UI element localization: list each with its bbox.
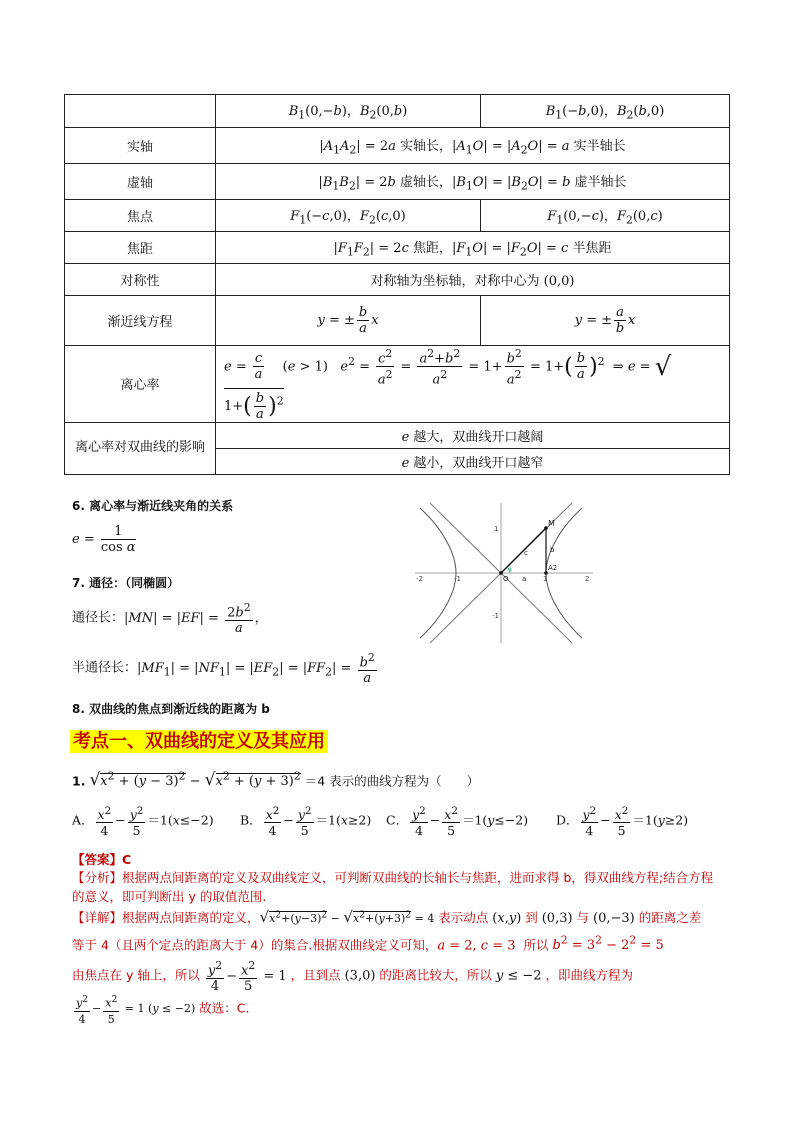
label-m: M <box>548 519 555 528</box>
table-cell: $B_1(-b,0)$，$B_2(b,0)$ <box>481 95 730 128</box>
tick-label: 1 <box>543 575 548 583</box>
table-row-label: 虚轴 <box>65 164 216 200</box>
table-row <box>65 296 730 346</box>
hyperbola-figure <box>410 500 595 645</box>
table-cell: $|A_1A_2| = 2a$ 实轴长，$|A_1O| = |A_2O| = a$ 实半轴长 <box>216 128 730 164</box>
label-b: b <box>550 546 555 554</box>
label-a2: A2 <box>548 564 558 572</box>
table-row-label: 对称性 <box>65 264 216 296</box>
detail-line-2: 等于 4（且两个定点的距离大于 4）的集合.根据双曲线定义可知，a = 2, c = 3 所以 $b^2 = 3^2 - 2^2 = 5$ <box>72 934 664 954</box>
option-b[interactable]: B． $\frac{x^2}{4}$ − $\frac{y^2}{5}$ ＝1(x≥2) <box>240 805 372 839</box>
tick-label: 1 <box>494 525 499 533</box>
detail-line-3: 由焦点在 y 轴上，所以 $\frac{y^2}{4}$ − $\frac{x^2}{5}$ = 1 ，且到点 (3,0) 的距离比较大，所以 y ≤ −2 ，即曲线方程为 <box>72 959 634 995</box>
section-6-formula: e = $\frac{1}{\text{cos α}}$ <box>72 524 136 555</box>
table-cell: $|B_1B_2| = 2b$ 虚轴长，$|B_1O| = |B_2O| = b$ 虚半轴长 <box>216 164 730 200</box>
label-a: a <box>522 575 527 583</box>
section-8-title: 8. 双曲线的焦点到渐近线的距离为 b <box>72 702 270 716</box>
table-row-label: 离心率 <box>65 346 216 423</box>
table-cell: 对称轴为坐标轴，对称中心为 (0,0) <box>216 264 730 296</box>
eccentricity-formula: e = $\frac{c}{a}$ (e > 1) $e^2$ = $\frac{c^2}{a^2}$ = $\frac{a^2+b^2}{a^2}$ = 1+ $\frac{b^2}{a^2}$ = 1+( $\frac{b}{a}$ )$^2$ ⇒ e = √1+( $\frac{b}{a}$ )$^2$ <box>216 346 730 423</box>
label-c: c <box>524 549 528 557</box>
table-row-label: 焦距 <box>65 232 216 264</box>
table-cell: $F_1(-c,0)$，$F_2(c,0)$ <box>216 200 481 232</box>
table-row <box>65 200 730 232</box>
semi-latus-rectum-line: 半通径长：$|MF_1| = |NF_1| = |EF_2| = |FF_2|$ = $\frac{b^2}{a}$ <box>72 651 375 687</box>
table-row-label: 离心率对双曲线的影响 <box>65 422 216 474</box>
section-7-title: 7. 通径：（同椭圆） <box>72 576 180 590</box>
table-row-label: 实轴 <box>65 128 216 164</box>
latus-rectum-line: 通径长：|MN| = |EF| = $\frac{2b^2}{a}$ ， <box>72 601 268 637</box>
analysis-text: 【分析】根据两点间距离的定义及双曲线定义，可判断双曲线的长轴长与焦距，进而求得 b，得双曲线方程;结合方程的意义，即可判断出 y 的取值范围. <box>72 870 714 904</box>
hyperbola-properties-table <box>64 94 730 475</box>
table-row <box>65 164 730 200</box>
table-cell: $F_1(0,-c)$，$F_2(0,c)$ <box>481 200 730 232</box>
table-row <box>65 346 730 423</box>
tick-label: -1 <box>492 612 499 620</box>
section-6-title: 6. 离心率与渐近线夹角的关系 <box>72 499 234 513</box>
table-cell: e 越大，双曲线开口越阔 <box>216 422 730 448</box>
tick-label: -1 <box>454 575 461 583</box>
table-cell: e 越小，双曲线开口越窄 <box>216 448 730 474</box>
detail-line-4: $\frac{y^2}{4}$ − $\frac{x^2}{5}$ = 1 (y ≤ −2) 故选：C. <box>76 994 250 1026</box>
table-cell: y = ± $\frac{a}{b}$ x <box>481 296 730 346</box>
table-cell: $B_1(0,-b)$，$B_2(0,b)$ <box>216 95 481 128</box>
table-row <box>65 264 730 296</box>
question-stem: 1. $√x^2 + (y - 3)^2 - √x^2 + (y + 3)^2 =4$ 表示的曲线方程为（ ） <box>72 770 480 791</box>
option-c[interactable]: C． $\frac{y^2}{4}$ − $\frac{x^2}{5}$ ＝1(y≤−2) <box>386 805 529 839</box>
option-d[interactable]: D． $\frac{y^2}{4}$ − $\frac{x^2}{5}$ ＝1(y≥2) <box>556 805 689 839</box>
table-row <box>65 232 730 264</box>
table-row-label: 渐近线方程 <box>65 296 216 346</box>
section-banner <box>70 727 328 753</box>
label-alpha: α <box>508 566 512 573</box>
label-o: O <box>503 575 509 583</box>
tick-label: -2 <box>416 575 423 583</box>
table-row-label: 焦点 <box>65 200 216 232</box>
option-a[interactable]: A． $\frac{x^2}{4}$ − $\frac{y^2}{5}$ ＝1(x≤−2) <box>72 805 214 839</box>
tick-label: 2 <box>585 575 590 583</box>
table-row <box>65 422 730 448</box>
answer-line: 【答案】C <box>72 852 132 867</box>
table-cell <box>65 95 216 128</box>
banner-title: 考点一、双曲线的定义及其应用 <box>70 730 328 753</box>
table-cell: $|F_1F_2| = 2c$ 焦距，$|F_1O| = |F_2O| = c$ 半焦距 <box>216 232 730 264</box>
detail-line-1: 【详解】根据两点间距离的定义，$√x^2+(y-3)^2 - √x^2+(y+3)^2 = 4$ 表示动点 (x,y) 到 (0,3) 与 (0,−3) 的距离之差 <box>72 908 702 926</box>
table-cell: y = ± $\frac{b}{a}$ x <box>216 296 481 346</box>
table-row <box>65 95 730 128</box>
table-row <box>65 128 730 164</box>
